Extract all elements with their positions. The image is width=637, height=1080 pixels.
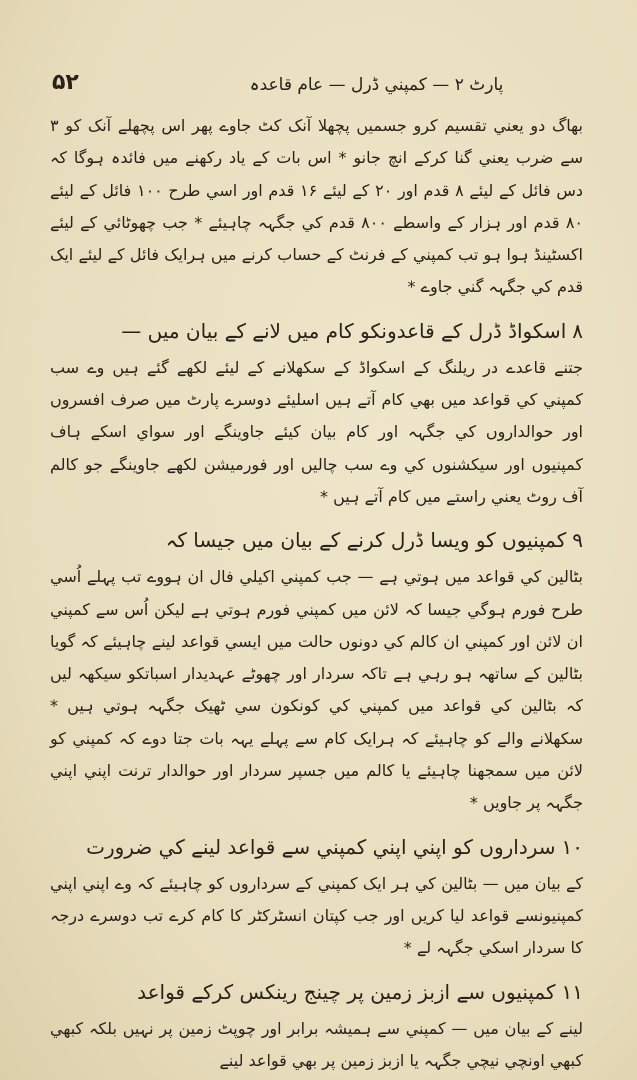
section-heading-text: اسکواڈ ڈرل کے قاعدونکو کام ميں لانے کے بيان ميں —	[121, 318, 567, 343]
page-header	[52, 64, 581, 104]
section-heading-8	[50, 312, 583, 350]
section-heading-text: کمپنيوں سے ازبز زمين پر چينج رينکس کرکے قواعد	[137, 979, 556, 1004]
section-heading-9	[50, 521, 583, 559]
paragraph: بٹالين کي قواعد ميں ہوتي ہے — جب کمپني اکيلي فال ان ہووے تب پہلے اُسي طرح فورم ہوگي جيسا کہ لائن ميں کمپني فورم ہوتي ہے ليکن اُس سے کمپني ان لائن اور کمپني ان کالم کي دونوں حالت ميں ايسي قواعد لينے چاہيئے کہ گويا بٹالين کے ساتھہ ہو رہي ہے تاکہ سردار اور چھوٹے عہديدار اسباتکو سيکھہ ليں کہ بٹالين کي قواعد ميں کمپني کي کونکون سي ٹھيک جگہہ ہوتي ہيں * سکھلانے والے کو چاہيئے کہ ہرايک کام سے پہلے يہہ بات جتا دوے کہ کمپني کو لائن ميں سمجھنا چاہيئے يا کالم ميں جسپر سردار اور حوالدار ترنت اپني اپني جگہہ پر جاويں *	[50, 567, 583, 813]
section-heading-text: سرداروں کو اپني اپني کمپني سے قواعد لينے کي ضرورت	[86, 834, 556, 859]
section-heading-10	[50, 828, 583, 866]
paragraph: لينے کے بيان ميں — کمپني سے ہميشہ برابر اور چوپٹ زمين پر نہيں بلکہ کبھي کبھي اونچي نيچي جگہہ يا ازبز زمين پر بھي قواعد لينے	[50, 1018, 583, 1070]
paragraph: جتنے قاعدے در ريلنگ کے اسکواڈ کے سکھلانے کے ليئے لکھے گئے ہيں وے سب کمپني کي قواعد ميں بھي کام آتے ہيں اسليئے دوسرے پارٹ ميں صرف افسروں اور حوالداروں کي جگہہ اور کام بيان کيئے جاوينگے اور سواي اسکے ہاف کمپنيوں اور سيکشنوں کي وے سب چاليں اور فورميشن لکھے جاوينگے جو کالم آف روٹ يعني راستے ميں کام آتے ہيں *	[50, 357, 583, 506]
paragraph-continuation: بھاگ دو يعني تقسيم کرو جسميں پچھلا آنک کٹ جاوے پھر اس پچھلے آنک کو ۳ سے ضرب يعني گنا کرکے انچ جانو * اس بات کے ياد رکھنے ميں فائدہ ہوگا کہ دس فائل کے ليئے ۸ قدم اور ۲۰ کے ليئے ۱۶ قدم اور اسي طرح ۱۰۰ فائل کے ليئے ۸۰ قدم اور ہزار کے واسطے ۸۰۰ قدم کي جگہہ چاہيئے * جب چھوٹائي کے ليئے اکسٹينڈ ہوا ہو تب کمپني کے فرنٹ کے حساب کرنے ميں ہرايک فائل کے ليئے ايک قدم کي جگہہ گني جاوے *	[50, 116, 584, 297]
section-heading-11	[50, 973, 583, 1011]
page-body	[50, 110, 583, 1077]
section-heading-text: کمپنيوں کو ويسا ڈرل کرنے کے بيان ميں جيسا کہ	[165, 528, 567, 553]
section-number: ۹	[572, 528, 583, 553]
section-number: ۱۰	[561, 834, 583, 859]
section-number: ۸	[572, 318, 583, 343]
page-number: ۵۲	[52, 70, 79, 95]
running-head: پارٹ ۲ — کمپني ڈرل — عام قاعدہ	[249, 75, 504, 95]
section-number: ۱۱	[561, 979, 583, 1004]
paragraph: کے بيان ميں — بٹالين کي ہر ايک کمپني کے سرداروں کو چاہيئے کہ وے اپني اپني کمپنيونسے قواعد ليا کريں اور جب کپتان انسٹرکٹر کا کام کرے تب دوسرے درجہ کا سردار اسکي جگہہ لے *	[50, 873, 583, 958]
